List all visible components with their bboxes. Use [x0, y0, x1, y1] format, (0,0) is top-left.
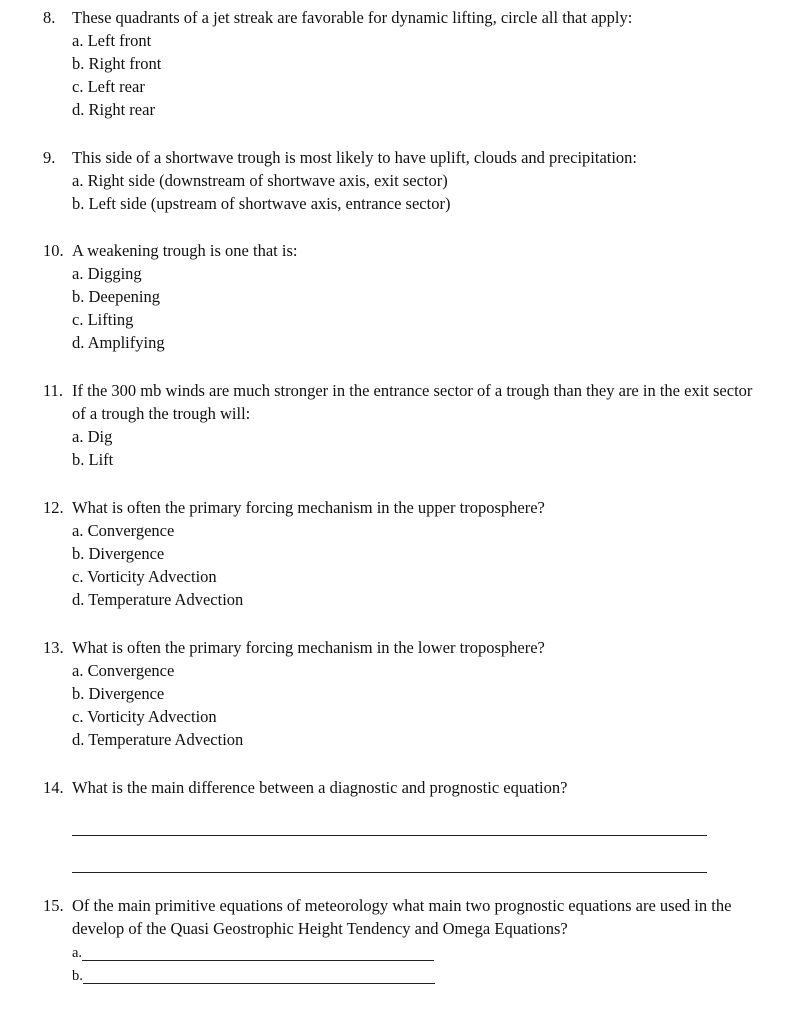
- answer-a-label: a.: [72, 945, 83, 961]
- option-b[interactable]: b. Divergence: [72, 544, 165, 563]
- option-a[interactable]: a. Convergence: [72, 661, 175, 680]
- answer-line-1[interactable]: [72, 835, 707, 836]
- question-number: 12.: [43, 498, 64, 517]
- answer-line-2[interactable]: [72, 872, 707, 873]
- option-a[interactable]: a. Digging: [72, 264, 142, 283]
- option-c[interactable]: c. Left rear: [72, 77, 145, 96]
- option-b[interactable]: b. Lift: [72, 450, 114, 469]
- question-text: What is often the primary forcing mechanism in the upper troposphere?: [72, 498, 545, 517]
- answer-a-line[interactable]: [82, 960, 434, 961]
- option-b[interactable]: b. Divergence: [72, 684, 165, 703]
- answer-a[interactable]: [72, 942, 434, 965]
- option-b[interactable]: b. Right front: [72, 54, 162, 73]
- option-c[interactable]: c. Vorticity Advection: [72, 707, 217, 726]
- question-text: Of the main primitive equations of meteorology what main two prognostic equations are used in the develop of the Quasi Geostrophic Height Tendency and Omega Equations?: [72, 896, 732, 938]
- option-c[interactable]: c. Lifting: [72, 310, 134, 329]
- answer-b[interactable]: [72, 965, 435, 988]
- question-text: This side of a shortwave trough is most likely to have uplift, clouds and precipitation:: [72, 148, 638, 167]
- option-d[interactable]: d. Temperature Advection: [72, 590, 244, 609]
- question-number: 11.: [43, 381, 64, 400]
- question-number: 13.: [43, 638, 64, 657]
- question-number: 15.: [43, 896, 64, 915]
- answer-b-line[interactable]: [83, 983, 435, 984]
- option-a[interactable]: a. Right side (downstream of shortwave axis, exit sector): [72, 171, 448, 190]
- option-a[interactable]: a. Left front: [72, 31, 152, 50]
- option-d[interactable]: d. Right rear: [72, 100, 155, 119]
- option-a[interactable]: a. Dig: [72, 427, 113, 446]
- option-d[interactable]: d. Temperature Advection: [72, 730, 244, 749]
- answer-b-label: b.: [72, 968, 83, 984]
- question-text: What is often the primary forcing mechanism in the lower troposphere?: [72, 638, 545, 657]
- option-d[interactable]: d. Amplifying: [72, 333, 165, 352]
- question-text: These quadrants of a jet streak are favorable for dynamic lifting, circle all that apply:: [72, 8, 633, 27]
- option-a[interactable]: a. Convergence: [72, 521, 175, 540]
- question-number: 10.: [43, 241, 64, 260]
- question-text: What is the main difference between a diagnostic and prognostic equation?: [72, 778, 568, 797]
- question-text: If the 300 mb winds are much stronger in the entrance sector of a trough than they are in the exit sector of a trough the trough will:: [72, 381, 753, 423]
- option-b[interactable]: b. Left side (upstream of shortwave axis, entrance sector): [72, 194, 451, 213]
- question-number: 8.: [43, 8, 56, 27]
- option-c[interactable]: c. Vorticity Advection: [72, 567, 217, 586]
- option-b[interactable]: b. Deepening: [72, 287, 160, 306]
- question-text: A weakening trough is one that is:: [72, 241, 298, 260]
- question-number: 14.: [43, 778, 64, 797]
- question-number: 9.: [43, 148, 56, 167]
